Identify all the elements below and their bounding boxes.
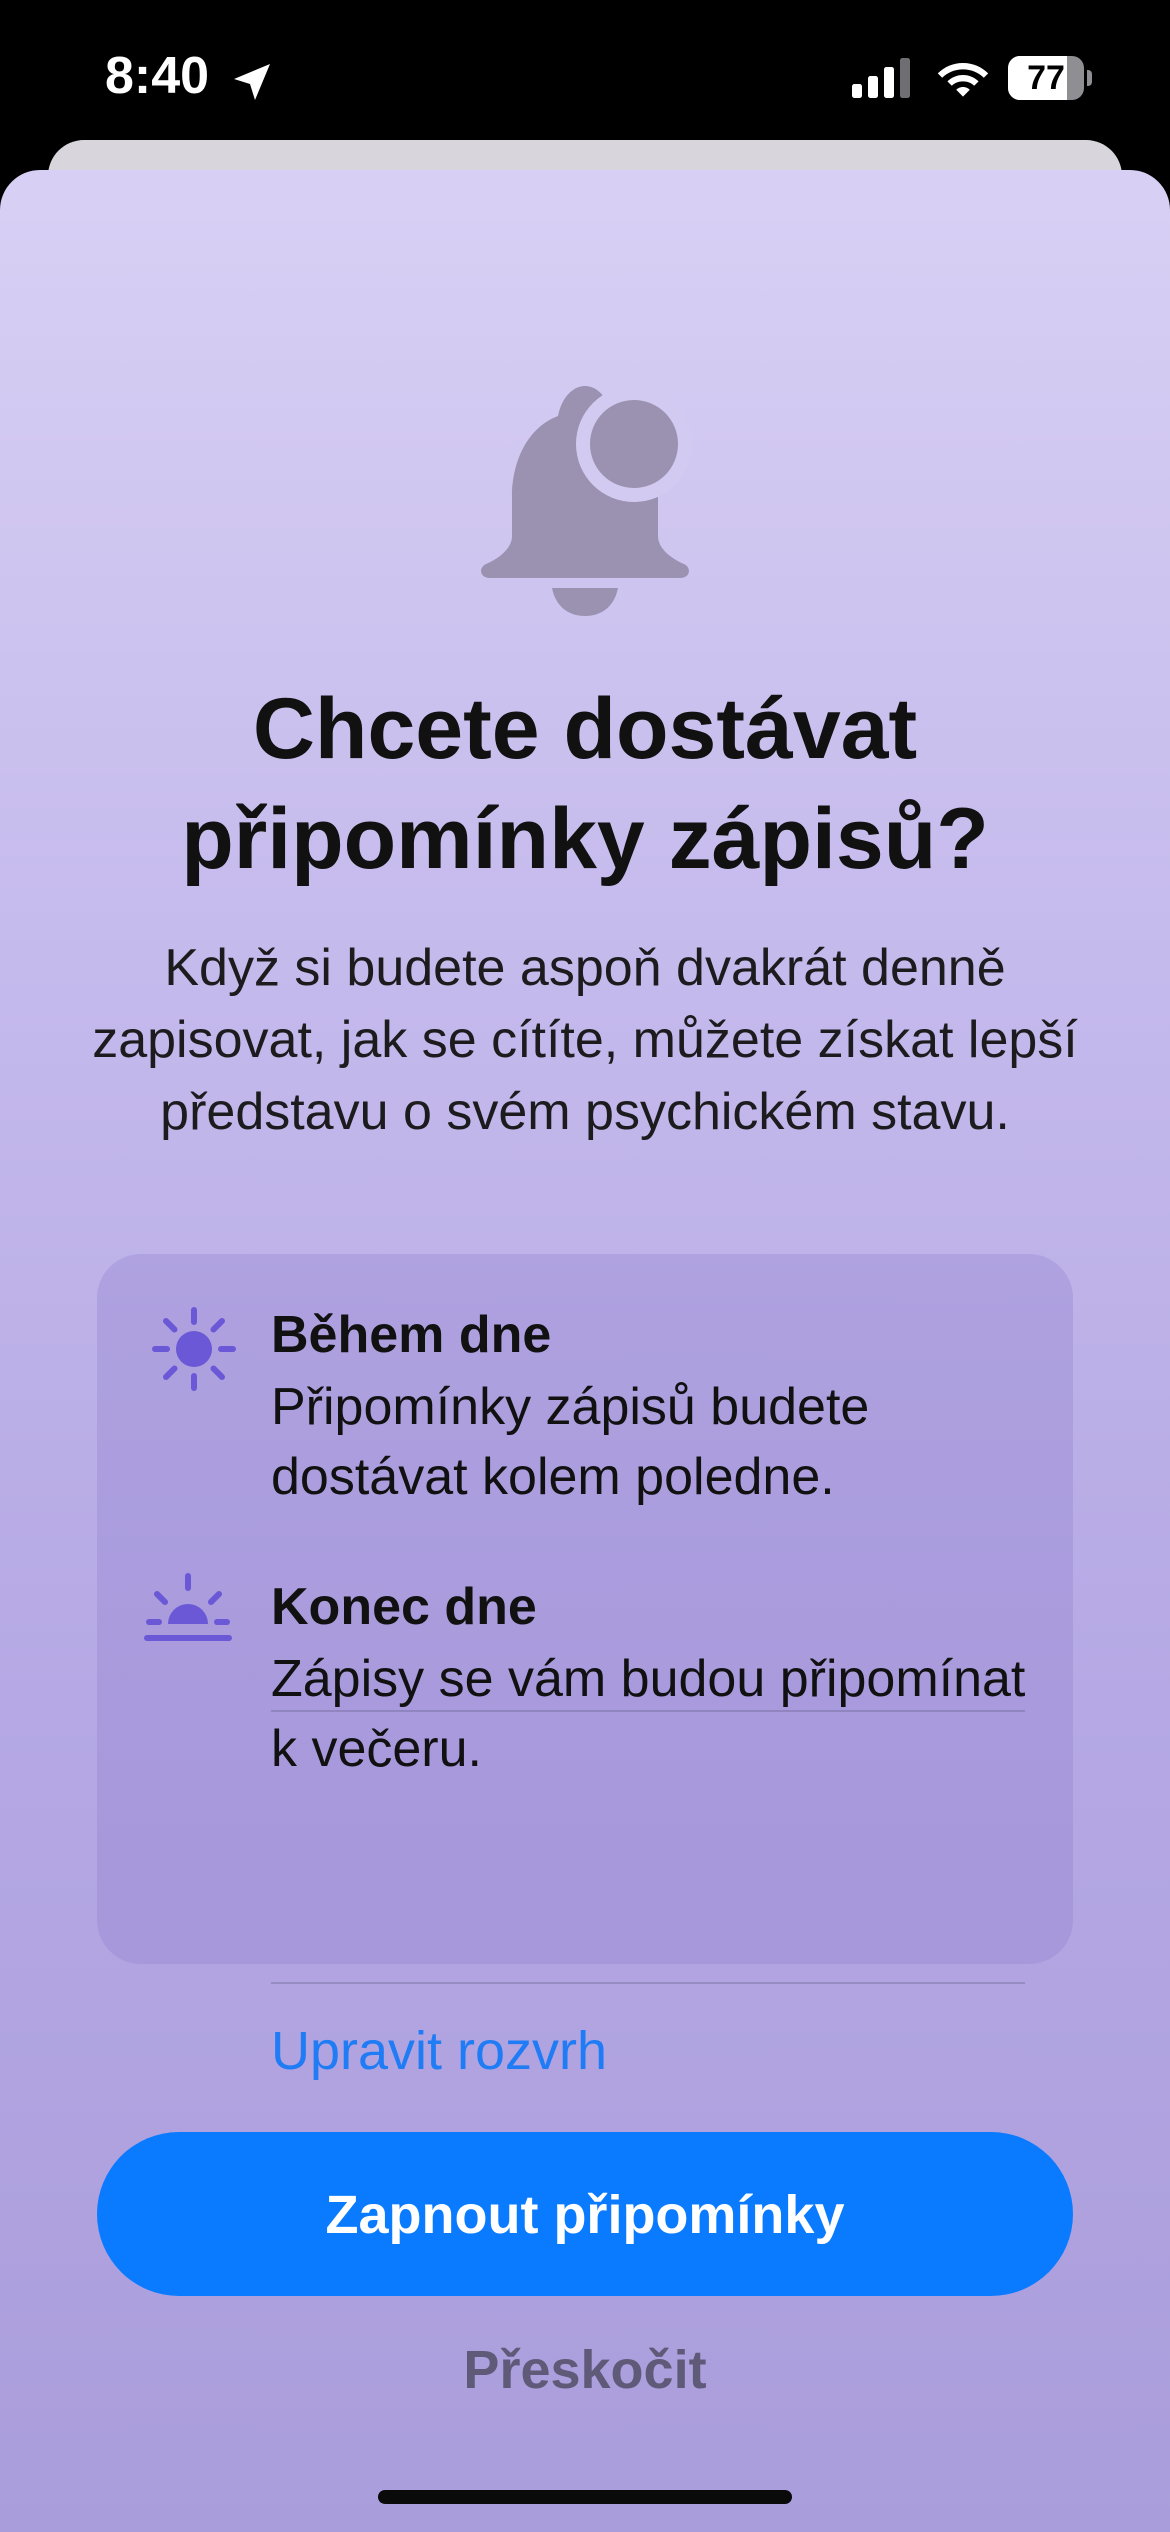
schedule-card xyxy=(97,1254,1073,2081)
sun-icon xyxy=(149,1304,239,1394)
schedule-item-text: Připomínky zápisů budete dostávat kolem poledne. xyxy=(271,1378,870,1506)
prompt-title: Chcete dostávat připomínky zápisů? xyxy=(181,681,989,887)
battery-body xyxy=(1008,56,1084,100)
battery-cap xyxy=(1087,70,1092,86)
cellular-signal-icon xyxy=(852,58,912,98)
status-time: 8:40 xyxy=(105,47,210,105)
battery-level: 77 xyxy=(1027,59,1065,97)
divider xyxy=(271,1982,1025,1984)
reminders-sheet xyxy=(0,170,1170,2532)
home-indicator xyxy=(378,2490,792,2504)
schedule-item-title: Konec dne xyxy=(271,1578,537,1636)
schedule-item-title: Během dne xyxy=(271,1306,552,1364)
prompt-description: Když si budete aspoň dvakrát denně zapisovat, jak se cítíte, můžete získat lepší představu o svém psychickém stavu. xyxy=(92,939,1078,1141)
bell-badge-icon xyxy=(478,376,692,616)
edit-schedule-link[interactable]: Upravit rozvrh xyxy=(271,2021,608,2081)
enable-reminders-button[interactable]: Zapnout připomínky xyxy=(97,2132,1073,2296)
location-arrow-icon xyxy=(228,58,276,106)
schedule-item-text: Zápisy se vám budou připomínat k večeru. xyxy=(271,1650,1026,1778)
wifi-icon xyxy=(935,54,991,100)
sunset-icon xyxy=(143,1566,233,1656)
status-bar xyxy=(0,0,1170,150)
battery-indicator xyxy=(1008,56,1090,100)
skip-button[interactable]: Přeskočit xyxy=(463,2340,707,2400)
